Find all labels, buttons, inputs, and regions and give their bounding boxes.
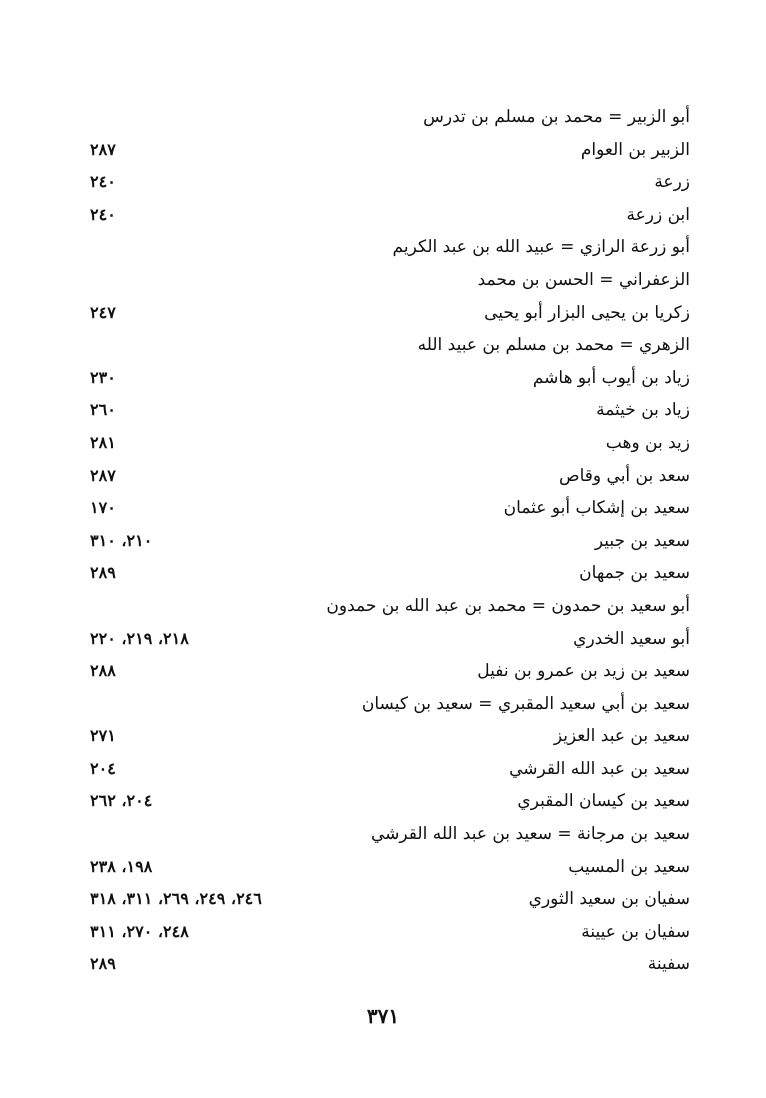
entry-name: أبو الزبير = محمد بن مسلم بن تدرس bbox=[423, 107, 690, 127]
entry-name: سعيد بن زيد بن عمرو بن نفيل bbox=[477, 661, 690, 682]
entry-page-numbers: ٢٤٠ bbox=[90, 204, 116, 224]
index-entry bbox=[90, 655, 690, 688]
index-entry bbox=[90, 460, 690, 493]
entry-name: الزبير بن العوام bbox=[580, 139, 690, 160]
index-entry bbox=[90, 297, 690, 330]
index-entry bbox=[90, 785, 690, 818]
index-entry bbox=[90, 753, 690, 786]
index-entry bbox=[90, 134, 690, 167]
index-entry bbox=[90, 688, 690, 721]
entry-name: زياد بن أيوب أبو هاشم bbox=[532, 367, 690, 388]
index-entry bbox=[90, 362, 690, 395]
entry-name: سعيد بن مرجانة = سعيد بن عبد الله القرشي bbox=[371, 824, 690, 845]
entry-page-numbers: ١٧٠ bbox=[90, 498, 116, 518]
entry-page-numbers: ٢٤٦، ٢٤٩، ٢٦٩، ٣١١، ٣١٨ bbox=[90, 889, 262, 909]
entry-page-numbers: ٢٨٧ bbox=[90, 465, 116, 485]
entry-page-numbers: ٢٠٤ bbox=[90, 758, 116, 778]
index-entry bbox=[90, 492, 690, 525]
entry-name: أبو سعيد بن حمدون = محمد بن عبد الله بن حمدون bbox=[326, 595, 690, 616]
entry-name: الزهري = محمد بن مسلم بن عبيد الله bbox=[417, 335, 690, 356]
entry-name: زكريا بن يحيى البزار أبو يحيى bbox=[484, 302, 690, 323]
entry-name: سعيد بن جمهان bbox=[579, 563, 690, 584]
index-entry bbox=[90, 101, 690, 134]
entry-page-numbers: ٢٤٠ bbox=[90, 172, 116, 192]
entry-name: زياد بن خيثمة bbox=[596, 400, 690, 421]
index-entry bbox=[90, 948, 690, 981]
entry-page-numbers: ٢٠٤، ٢٦٢ bbox=[90, 791, 153, 811]
entry-page-numbers: ٢١٠، ٣١٠ bbox=[90, 530, 153, 550]
entry-name: أبو زرعة الرازي = عبيد الله بن عبد الكريم bbox=[392, 237, 690, 258]
entry-name: زيد بن وهب bbox=[605, 432, 690, 453]
entry-name: سعيد بن عبد العزيز bbox=[553, 726, 690, 747]
entry-name: سفيان بن عيينة bbox=[581, 921, 690, 942]
index-entry bbox=[90, 590, 690, 623]
entry-page-numbers: ٢٨٧ bbox=[90, 139, 116, 159]
entry-name: الزعفراني = الحسن بن محمد bbox=[477, 269, 690, 290]
index-list bbox=[90, 101, 690, 981]
index-entry bbox=[90, 916, 690, 949]
index-entry bbox=[90, 818, 690, 851]
index-entry bbox=[90, 264, 690, 297]
index-entry bbox=[90, 720, 690, 753]
index-entry bbox=[90, 557, 690, 590]
entry-page-numbers: ٢٦٠ bbox=[90, 400, 116, 420]
entry-page-numbers: ٢٧١ bbox=[90, 726, 116, 746]
index-entry bbox=[90, 851, 690, 884]
entry-name: سعيد بن المسيب bbox=[568, 856, 690, 877]
entry-name: سعيد بن عبد الله القرشي bbox=[509, 758, 690, 779]
entry-name: سعيد بن إشكاب أبو عثمان bbox=[503, 498, 690, 519]
entry-name: زرعة bbox=[654, 172, 690, 193]
entry-name: سفينة bbox=[647, 954, 690, 975]
index-entry bbox=[90, 394, 690, 427]
entry-name: أبو سعيد الخدري bbox=[573, 628, 690, 649]
entry-page-numbers: ٢٣٠ bbox=[90, 367, 116, 387]
index-entry bbox=[90, 883, 690, 916]
entry-name: سعيد بن كيسان المقبري bbox=[517, 791, 690, 812]
entry-name: سعد بن أبي وقاص bbox=[559, 465, 690, 486]
page-number: ٣٧١ bbox=[366, 1004, 400, 1028]
index-entry bbox=[90, 525, 690, 558]
entry-name: ابن زرعة bbox=[626, 204, 690, 225]
entry-page-numbers: ٢٨٨ bbox=[90, 661, 116, 681]
index-entry bbox=[90, 199, 690, 232]
entry-name: سفيان بن سعيد الثوري bbox=[528, 889, 690, 910]
entry-page-numbers: ٢١٨، ٢١٩، ٢٢٠ bbox=[90, 628, 189, 648]
entry-page-numbers: ٢٤٧ bbox=[90, 302, 116, 322]
entry-page-numbers: ١٩٨، ٢٣٨ bbox=[90, 856, 153, 876]
index-entry bbox=[90, 623, 690, 656]
entry-name: سعيد بن أبي سعيد المقبري = سعيد بن كيسان bbox=[361, 693, 690, 714]
index-entry bbox=[90, 329, 690, 362]
index-entry bbox=[90, 427, 690, 460]
entry-page-numbers: ٢٤٨، ٢٧٠، ٣١١ bbox=[90, 921, 189, 941]
entry-page-numbers: ٢٨٩ bbox=[90, 954, 116, 974]
entry-page-numbers: ٢٨٩ bbox=[90, 563, 116, 583]
index-entry bbox=[90, 231, 690, 264]
entry-page-numbers: ٢٨١ bbox=[90, 432, 116, 452]
entry-name: سعيد بن جبير bbox=[594, 530, 690, 551]
index-entry bbox=[90, 166, 690, 199]
